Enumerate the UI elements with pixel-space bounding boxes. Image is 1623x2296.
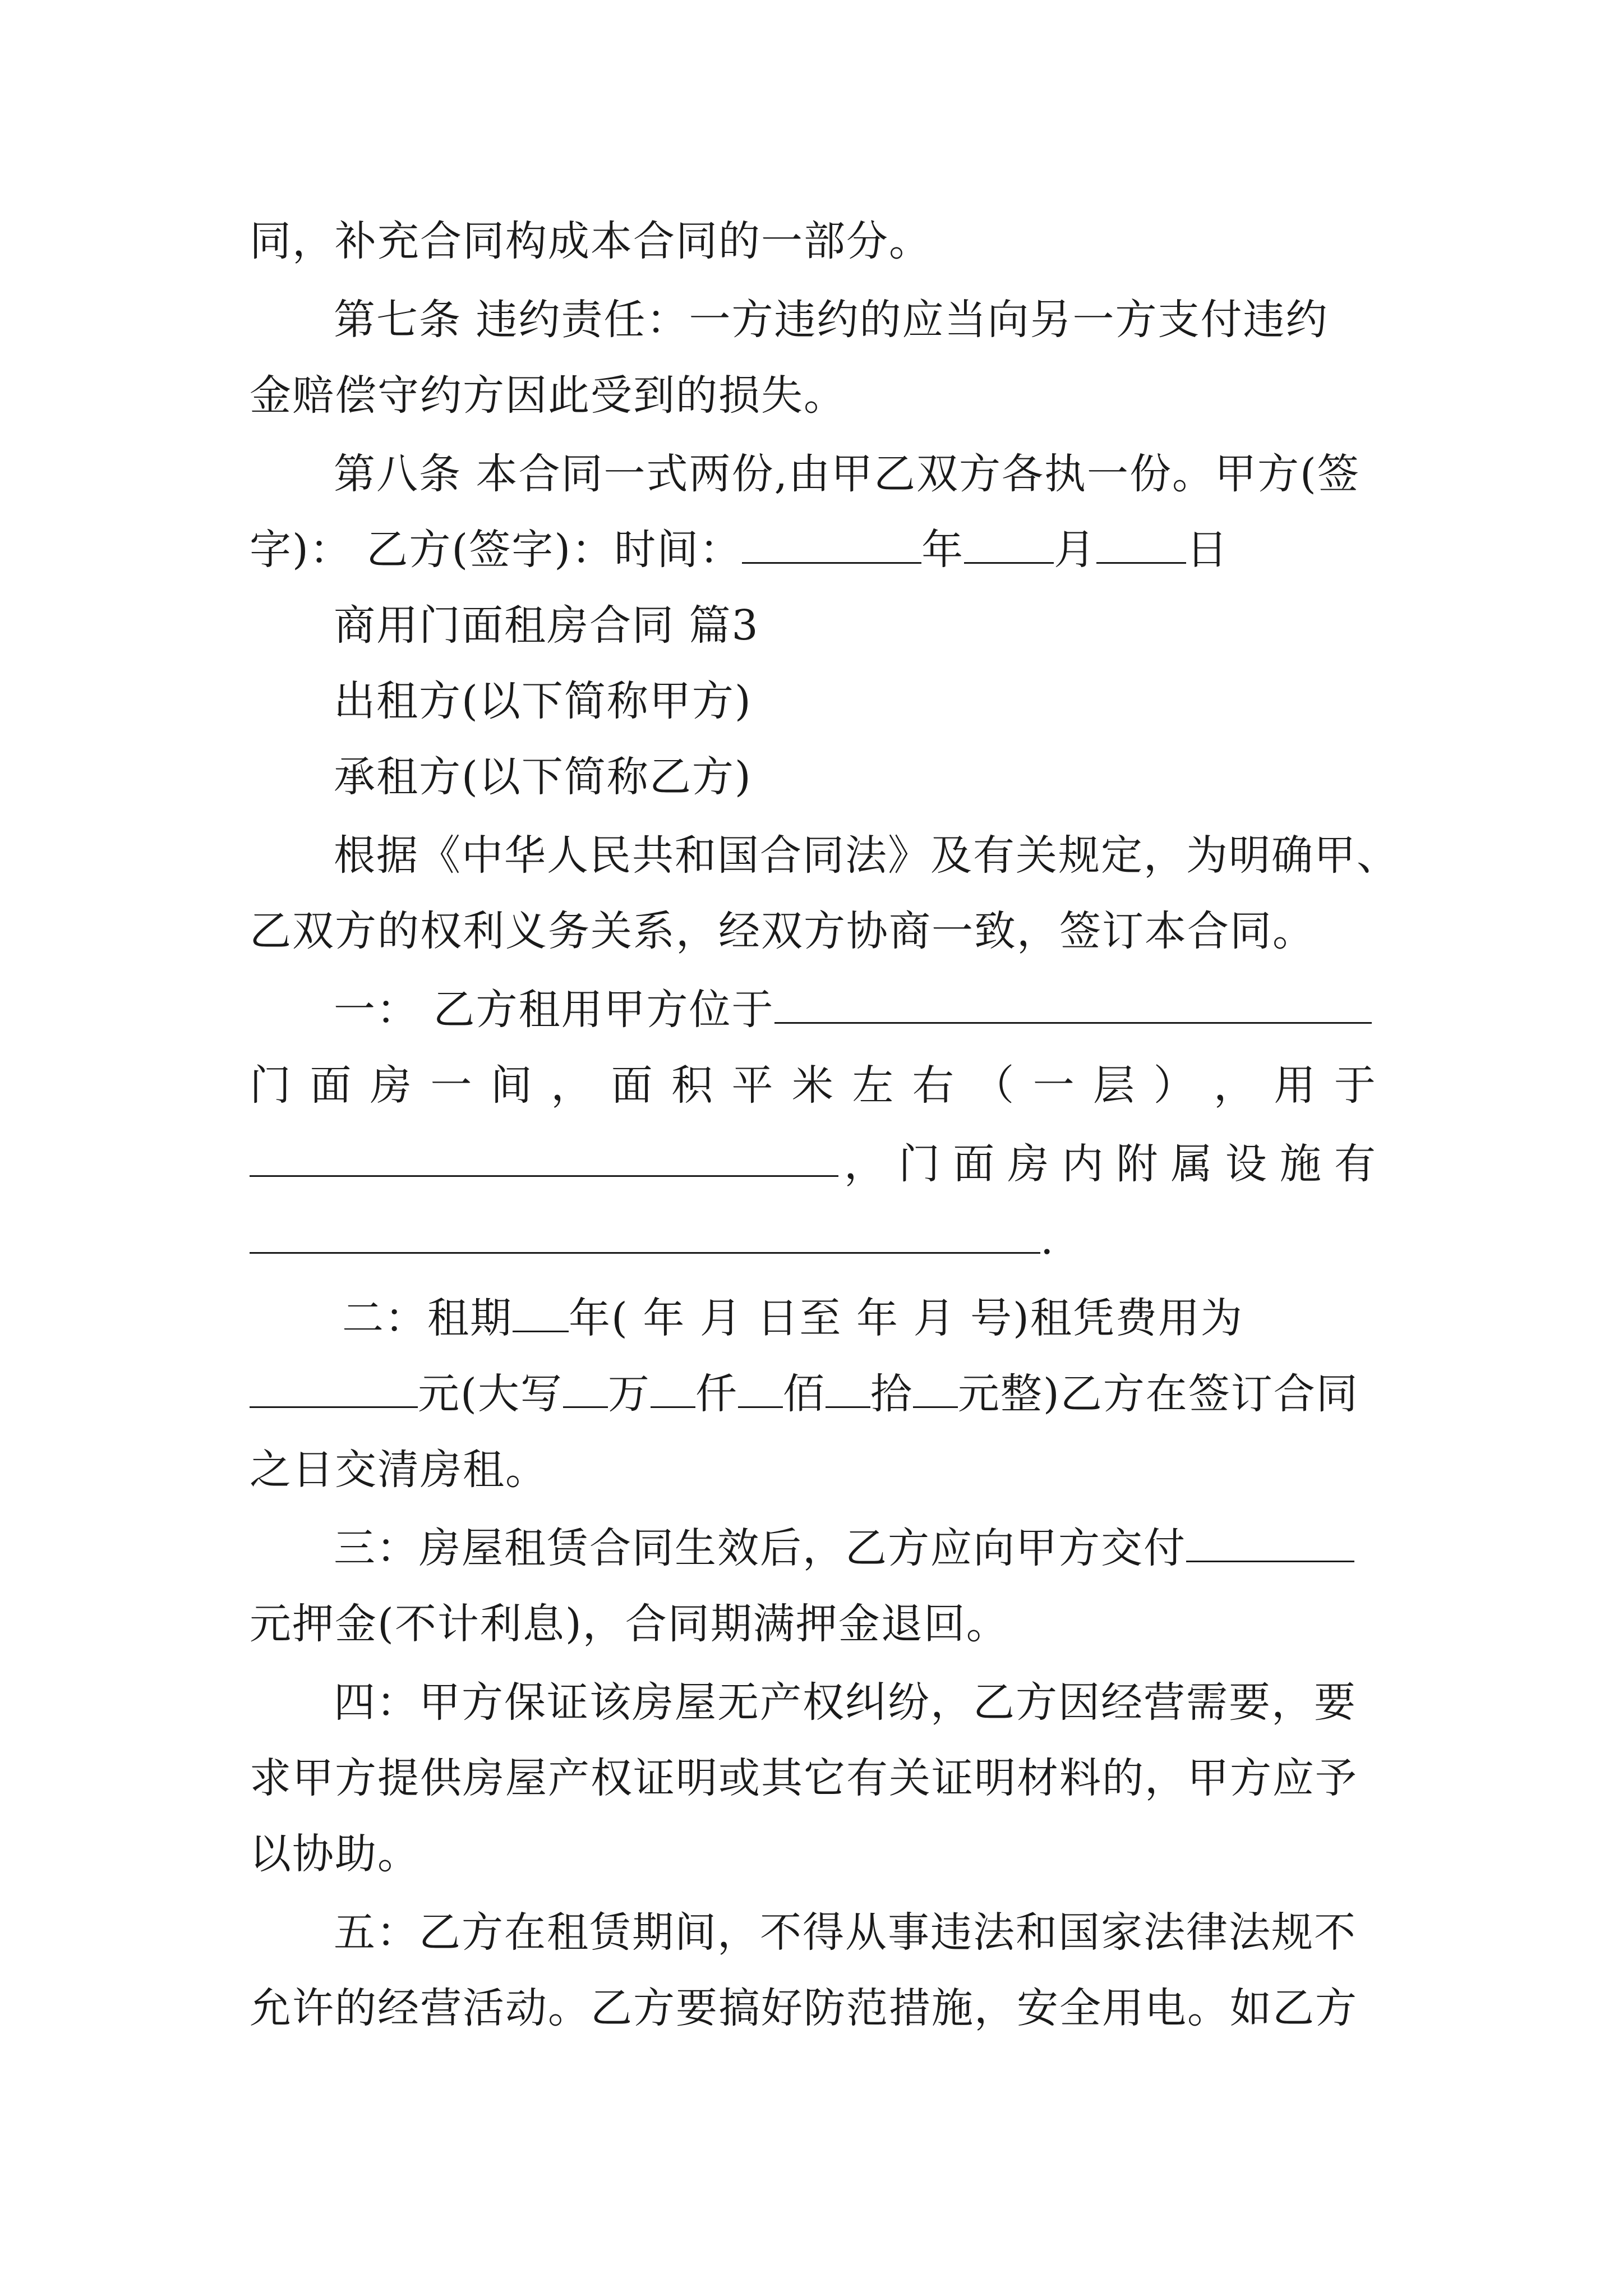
- clause-2-text: 年( 年 月 日至 年 月 号)租凭费用为: [569, 1294, 1243, 1342]
- char: 面: [310, 1061, 353, 1110]
- article-7-line: 第七条 违约责任：一方违约的应当向另一方支付违约: [334, 296, 1329, 344]
- char: ，: [551, 1061, 594, 1110]
- char: 一: [430, 1061, 473, 1110]
- signature-label: 字)： 乙方(签字)：时间：: [250, 526, 743, 574]
- char: ，: [844, 1140, 887, 1188]
- char: 面: [953, 1140, 996, 1188]
- shi-blank: [826, 1367, 870, 1408]
- lessor-line: 出租方(以下简称甲方): [334, 677, 752, 725]
- text-line: 金赔偿守约方因此受到的损失。: [250, 371, 846, 420]
- clause-1-area-line: [250, 1057, 1377, 1114]
- day-blank: [1096, 523, 1186, 564]
- qian-label: 仟: [695, 1370, 738, 1418]
- char: 面: [611, 1061, 654, 1110]
- yuan-blank: [913, 1367, 958, 1408]
- clause-3-line: [250, 1520, 1377, 1576]
- facilities-text: [844, 1136, 1377, 1192]
- location-blank: [774, 983, 1372, 1024]
- clause-2-label: 二：租期: [342, 1294, 513, 1342]
- month-label: 月: [1054, 526, 1097, 574]
- text-line: 求甲方提供房屋产权证明或其它有关证明材料的，甲方应予: [250, 1754, 1358, 1802]
- text-line: 同，补充合同构成本合同的一部分。: [250, 217, 932, 265]
- clause-3-text: 三：房屋租赁合同生效后，乙方应向甲方交付: [334, 1524, 1186, 1572]
- clause-5-line: 五：乙方在租赁期间，不得从事违法和国家法律法规不: [334, 1908, 1357, 1957]
- char: 施: [1279, 1140, 1322, 1188]
- bai-label: 佰: [782, 1370, 826, 1418]
- char: 间: [490, 1061, 533, 1110]
- char: 于: [1334, 1061, 1377, 1110]
- rent-amount-line: [250, 1366, 1377, 1422]
- shi-label: 拾: [870, 1370, 913, 1418]
- wan-label: 万: [607, 1370, 651, 1418]
- char: 用: [1274, 1061, 1317, 1110]
- year-label: 年: [921, 526, 965, 574]
- deposit-blank: [1186, 1521, 1354, 1562]
- char: ）: [1153, 1061, 1196, 1110]
- clause-2-line: [250, 1290, 1377, 1346]
- char: 平: [731, 1061, 774, 1110]
- text-line: 元押金(不计利息)，合同期满押金退回。: [250, 1600, 1009, 1648]
- char: ，: [1214, 1061, 1256, 1110]
- term-years-blank: [513, 1291, 569, 1332]
- wan-blank: [563, 1367, 608, 1408]
- clause-4-line: 四：甲方保证该房屋无产权纠纷，乙方因经营需要，要: [334, 1678, 1357, 1727]
- lessee-line: 承租方(以下简称乙方): [334, 753, 752, 801]
- day-label: 日: [1186, 526, 1229, 574]
- char: 属: [1170, 1140, 1214, 1188]
- text-line: 允许的经营活动。乙方要搞好防范措施，安全用电。如乙方: [250, 1984, 1358, 2032]
- year-blank: [742, 523, 921, 564]
- char: 积: [671, 1061, 714, 1110]
- section-heading: 商用门面租房合同 篇3: [334, 601, 759, 650]
- text-line: 根据《中华人民共和国合同法》及有关规定，为明确甲、: [334, 831, 1399, 880]
- rent-tail-text: 元整)乙方在签订合同: [957, 1370, 1359, 1418]
- month-blank: [964, 523, 1054, 564]
- char: 一: [1032, 1061, 1076, 1110]
- char: 层: [1093, 1061, 1136, 1110]
- char: 设: [1225, 1140, 1268, 1188]
- text-line: 之日交清房租。: [250, 1446, 548, 1494]
- char: 房: [370, 1061, 413, 1110]
- char: 有: [1334, 1140, 1377, 1188]
- char: 门: [898, 1140, 942, 1188]
- char: 内: [1062, 1140, 1105, 1188]
- clause-1-text: 一： 乙方租用甲方位于: [334, 986, 774, 1034]
- usage-blank: [250, 1136, 838, 1177]
- rent-text: 元(大写: [418, 1370, 563, 1418]
- char: 附: [1116, 1140, 1159, 1188]
- text-line: 以协助。: [250, 1830, 420, 1878]
- bai-blank: [738, 1367, 783, 1408]
- text-line: 乙双方的权利义务关系，经双方协商一致，签订本合同。: [250, 907, 1315, 955]
- char: （: [972, 1061, 1016, 1110]
- rent-blank: [250, 1367, 418, 1408]
- char: 门: [250, 1061, 292, 1110]
- period-mark: .: [1040, 1216, 1055, 1264]
- qian-blank: [651, 1367, 695, 1408]
- char: 右: [912, 1061, 955, 1110]
- char: 米: [791, 1061, 834, 1110]
- facilities-blank: [250, 1213, 1040, 1254]
- char: 左: [852, 1061, 895, 1110]
- clause-1-line: [250, 982, 1377, 1038]
- article-8-line: 第八条 本合同一式两份,由甲乙双方各执一份。甲方(签: [334, 450, 1360, 498]
- char: 房: [1007, 1140, 1050, 1188]
- facilities-blank-line: [250, 1212, 1377, 1268]
- signature-date-line: [250, 522, 1377, 578]
